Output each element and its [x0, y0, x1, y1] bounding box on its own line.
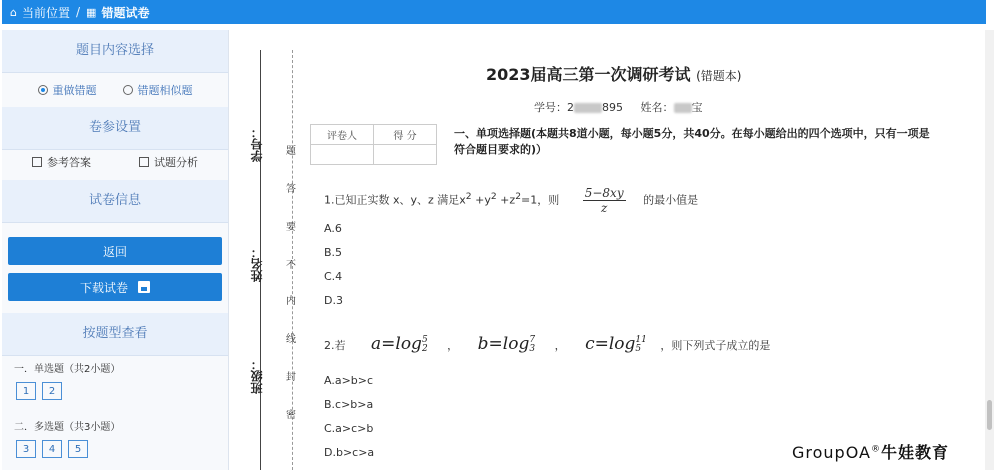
q1-option-b: B.5 — [324, 246, 343, 259]
q1-frac-num: 5−8xy — [584, 186, 624, 200]
gutter-class-label: 班级： — [250, 358, 264, 394]
radio-similar[interactable] — [123, 82, 193, 98]
question-type-single: 一．单选题（共2小题） — [14, 364, 121, 375]
exam-title-suffix: (错题本) — [696, 69, 742, 83]
checkbox-answer-label: 参考答案 — [47, 156, 91, 169]
q2-a-sup: 5 — [421, 334, 428, 345]
checkbox-icon[interactable] — [32, 157, 42, 167]
gutter-student-id-label: 学号： — [250, 126, 264, 162]
question-type-multi: 二．多选题（共3小题） — [14, 422, 121, 433]
q2-tail: ，则下列式子成立的是 — [660, 339, 771, 352]
q2-c-sub: 5 — [635, 343, 642, 354]
question-nav-button[interactable]: 1 — [16, 382, 36, 400]
radio-redo-label: 重做错题 — [52, 84, 97, 97]
breadcrumb-separator: / — [76, 5, 81, 19]
watermark-brand: 牛娃教育 — [880, 443, 949, 462]
back-button-label: 返回 — [102, 244, 127, 259]
multi-choice-nums — [2, 440, 228, 458]
q2-b-expr — [478, 334, 535, 354]
download-button[interactable] — [8, 273, 222, 301]
seal-char: 要 — [286, 222, 296, 233]
section-heading: 一、单项选择题(本题共8道小题，每小题5分，共40分。在每小题给出的四个选项中，只有一项是符合题目要求的)） — [454, 127, 930, 156]
q1-mid1: +y — [471, 193, 491, 207]
q2-a-expr — [371, 334, 428, 354]
q2-prefix: 2.若 — [324, 339, 346, 352]
question-1 — [324, 186, 698, 215]
info-title: 试卷信息 — [2, 180, 228, 223]
seal-char: 答 — [286, 184, 296, 195]
seal-char: 不 — [286, 260, 296, 271]
q2-option-d: D.b>c>a — [324, 446, 375, 459]
q2-c-expr — [585, 334, 647, 354]
checkbox-analysis[interactable] — [139, 154, 198, 170]
checkbox-answer[interactable] — [32, 154, 91, 170]
q2-option-a: A.a>b>c — [324, 374, 374, 387]
q2-b-sup: 7 — [529, 334, 536, 345]
radio-redo-wrong[interactable] — [38, 82, 97, 98]
question-nav-button[interactable]: 3 — [16, 440, 36, 458]
q2-a-text: a=log — [371, 334, 422, 354]
grader-header: 评卷人 — [311, 125, 374, 145]
scrollbar-thumb[interactable] — [987, 400, 992, 430]
q1-mid2: +z — [496, 193, 516, 207]
score-header: 得 分 — [374, 125, 437, 145]
question-nav-button[interactable]: 2 — [42, 382, 62, 400]
question-nav-button[interactable]: 5 — [68, 440, 88, 458]
q1-option-c: C.4 — [324, 270, 343, 283]
watermark — [792, 440, 949, 463]
home-icon[interactable]: ⌂ — [10, 5, 17, 19]
q2-option-c: C.a>c>b — [324, 422, 374, 435]
q1-suffix: =1，则 — [521, 193, 560, 207]
student-id-label: 学号：2 — [534, 101, 574, 114]
q2-comma: ， — [447, 339, 459, 352]
question-nav-button[interactable]: 4 — [42, 440, 62, 458]
radio-unselected-icon[interactable] — [123, 85, 133, 95]
sidebar — [2, 30, 229, 470]
seal-char: 封 — [286, 372, 296, 383]
checkbox-icon[interactable] — [139, 157, 149, 167]
q2-b-text: b=log — [477, 334, 530, 354]
q1-tail: 的最小值是 — [643, 193, 699, 207]
grader-cell — [311, 145, 374, 165]
watermark-text: GroupOA — [792, 443, 871, 462]
q1-option-a: A.6 — [324, 222, 342, 235]
gutter-name-label: 姓名： — [250, 246, 264, 282]
seal-char: 题 — [286, 146, 296, 157]
score-cell — [374, 145, 437, 165]
q2-c-sup: 11 — [635, 334, 647, 345]
settings-title: 卷参设置 — [2, 107, 228, 150]
q1-sup: 2 — [515, 190, 522, 202]
student-info — [534, 99, 703, 115]
q2-comma: ， — [554, 339, 566, 352]
seal-char: 线 — [286, 334, 296, 345]
q1-prefix: 1.已知正实数 x、y、z 满足x — [324, 193, 466, 207]
exam-title — [486, 62, 742, 85]
checkbox-analysis-label: 试题分析 — [154, 156, 198, 169]
grid-icon: ▦ — [86, 5, 97, 19]
student-name-label: 姓名： — [640, 101, 674, 114]
single-choice-nums — [2, 382, 228, 400]
student-name-tail: 宝 — [691, 101, 703, 114]
question-2 — [324, 334, 770, 354]
q2-a-sub: 2 — [421, 343, 428, 354]
q1-option-d: D.3 — [324, 294, 343, 307]
watermark-reg: ® — [870, 444, 881, 455]
score-table — [310, 124, 437, 165]
content-radio-group — [2, 73, 228, 107]
back-button[interactable] — [8, 237, 222, 265]
radio-selected-icon[interactable] — [38, 85, 48, 95]
exam-title-text: 2023届高三第一次调研考试 — [486, 65, 691, 84]
q2-b-sub: 3 — [529, 343, 536, 354]
radio-similar-label: 错题相似题 — [137, 84, 193, 97]
breadcrumb-location[interactable]: 当前位置 — [21, 5, 70, 20]
q1-fraction — [583, 186, 626, 215]
seal-char: 密 — [286, 410, 296, 421]
q1-sup: 2 — [465, 190, 472, 202]
redacted-block — [574, 103, 602, 113]
breadcrumb-current: 错题试卷 — [101, 5, 150, 20]
breadcrumb — [2, 0, 986, 24]
save-icon — [138, 281, 150, 293]
content-select-title: 题目内容选择 — [2, 30, 228, 73]
exam-paper — [230, 30, 986, 470]
q2-option-b: B.c>b>a — [324, 398, 374, 411]
q1-frac-den: z — [601, 201, 608, 215]
q2-c-text: c=log — [585, 334, 636, 354]
redacted-block — [674, 103, 692, 113]
seal-char: 内 — [286, 296, 296, 307]
student-id-tail: 895 — [602, 101, 623, 114]
q1-sup: 2 — [490, 190, 497, 202]
download-button-label: 下载试卷 — [79, 280, 128, 295]
settings-checkbox-group — [2, 150, 228, 174]
by-type-title: 按题型查看 — [2, 313, 228, 356]
